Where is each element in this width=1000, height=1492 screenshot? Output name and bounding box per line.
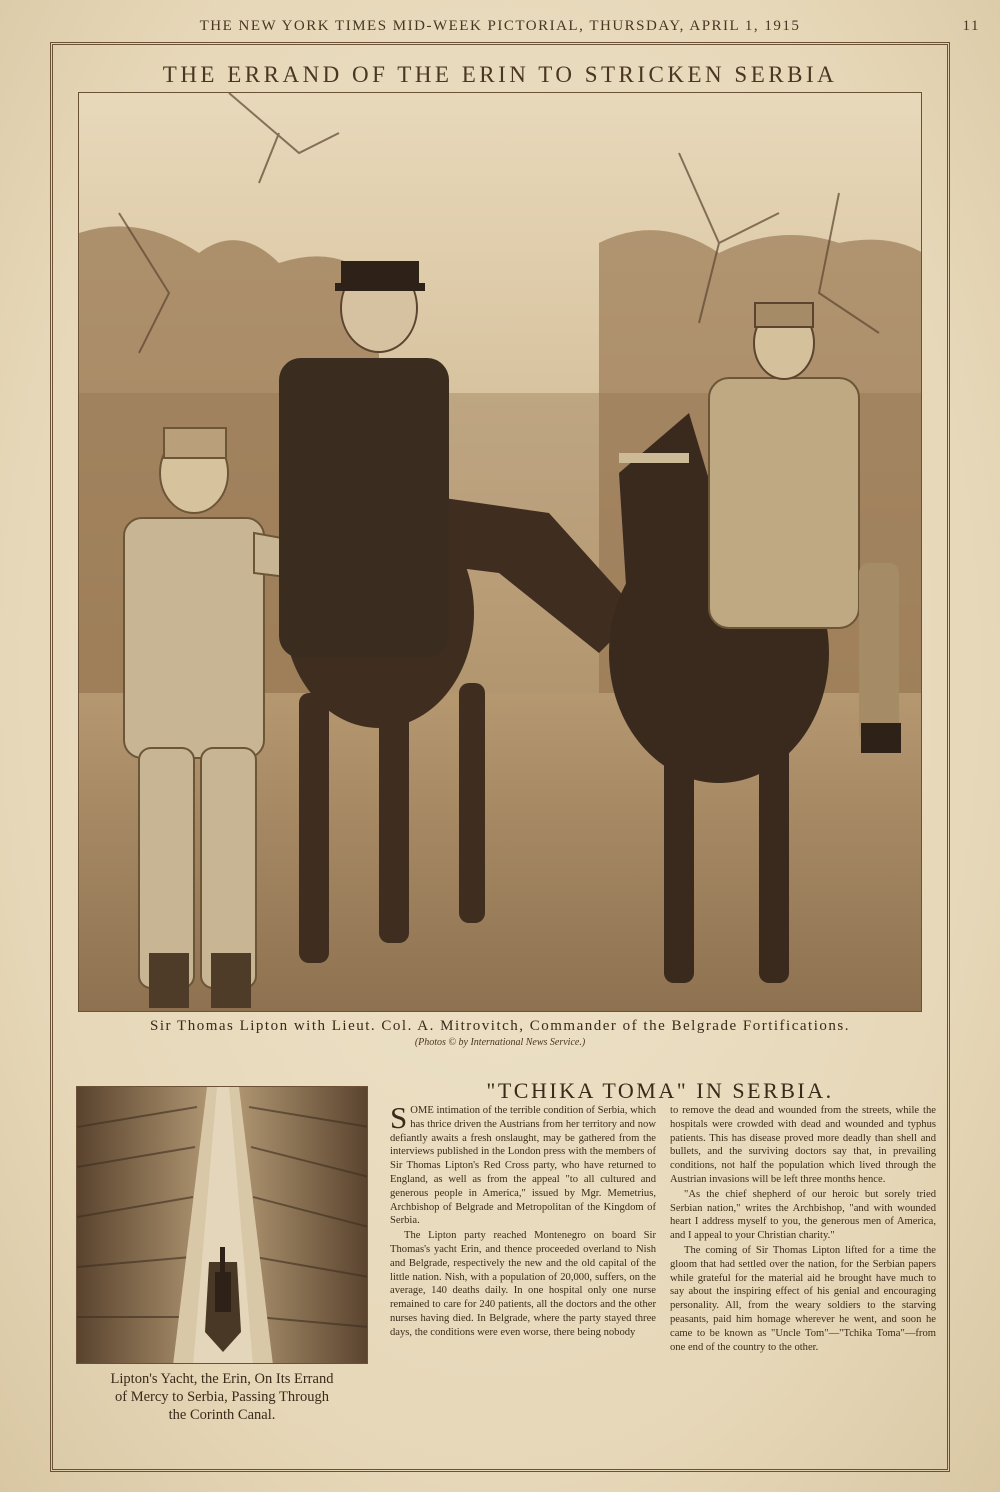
inset-caption-line: Lipton's Yacht, the Erin, On Its Errand [110,1371,334,1387]
article-paragraph: The Lipton party reached Montenegro on board Sir Thomas's yacht Erin, and thence proceeded overland to Nish and Belgrade, respectively the new and the old capital of the little nation. Nish, with a population of 20,000, suffers, on the average, 140 deaths daily. In one hospital only one nurse remained to care for 240 patients, all the doctors and the other nurses having died. In Belgrade, where the party stayed three days, the conditions were even worse, there being nobody [390,1230,656,1338]
article-paragraph: The coming of Sir Thomas Lipton lifted for a time the gloom that had settled over the nation, for the Serbian papers while grateful for the material aid he brought have much to say about the inspiring effect of his genial and encouraging personality. All, from the weary soldiers to the starving peasants, paid him homage wherever he went, and soon he came to be known as "Uncle Tom"—"Tchika Toma"—from one end of the country to the other. [670,1244,936,1353]
article-column-left [390,1100,656,1341]
article-title: "TCHIKA TOMA" IN SERBIA. [486,1078,834,1103]
inset-photo-image [77,1087,368,1364]
dropcap: S [390,1100,408,1135]
main-photo-caption: Sir Thomas Lipton with Lieut. Col. A. Mitrovitch, Commander of the Belgrade Fortifications. [150,1018,850,1034]
page-header [20,14,980,38]
article-paragraph [390,1100,656,1228]
article-paragraph: "As the chief shepherd of our heroic but sorely tried Serbian nation," writes the Archbishop, "and with wounded heart I address myself to you, the generous men of America, and I appeal to your Christian charity." [670,1188,936,1242]
main-photo-image [79,93,922,1012]
article-column-right [670,1104,936,1355]
article-paragraph: to remove the dead and wounded from the streets, while the hospitals were crowded with dead and wounded and typhus patients. This has disease proved more deadly than shell and bullets, and the surviving doctors say that, in prevailing conditions, not half the population which lived through the Austrian invasions will be left three months hence. [670,1105,936,1185]
inset-caption-line: of Mercy to Serbia, Passing Through [115,1389,329,1405]
main-photo [78,92,922,1012]
photo-credit: (Photos © by International News Service.) [414,1037,586,1048]
main-title: THE ERRAND OF THE ERIN TO STRICKEN SERBIA [162,62,838,87]
article-paragraph-text: OME intimation of the terrible condition of Serbia, which has thrice driven the Austrians from her territory and now defiantly awaits a fresh onslaught, may be gathered from the interviews published in the London press with the members of Sir Thomas Lipton's Red Cross party, who have returned to England, as well as from the appeal "to all cultured and generous people in America," issued by Mgr. Memetrius, Archbishop of Belgrade and Metropolitan of the Kingdom of Serbia. [390,1105,656,1227]
page-number: 11 [962,18,980,34]
inset-caption-line: the Corinth Canal. [168,1407,276,1423]
inset-photo-caption [66,1370,378,1424]
inset-photo [76,1086,368,1364]
publication-line: THE NEW YORK TIMES MID-WEEK PICTORIAL, THURSDAY, APRIL 1, 1915 [199,18,801,34]
